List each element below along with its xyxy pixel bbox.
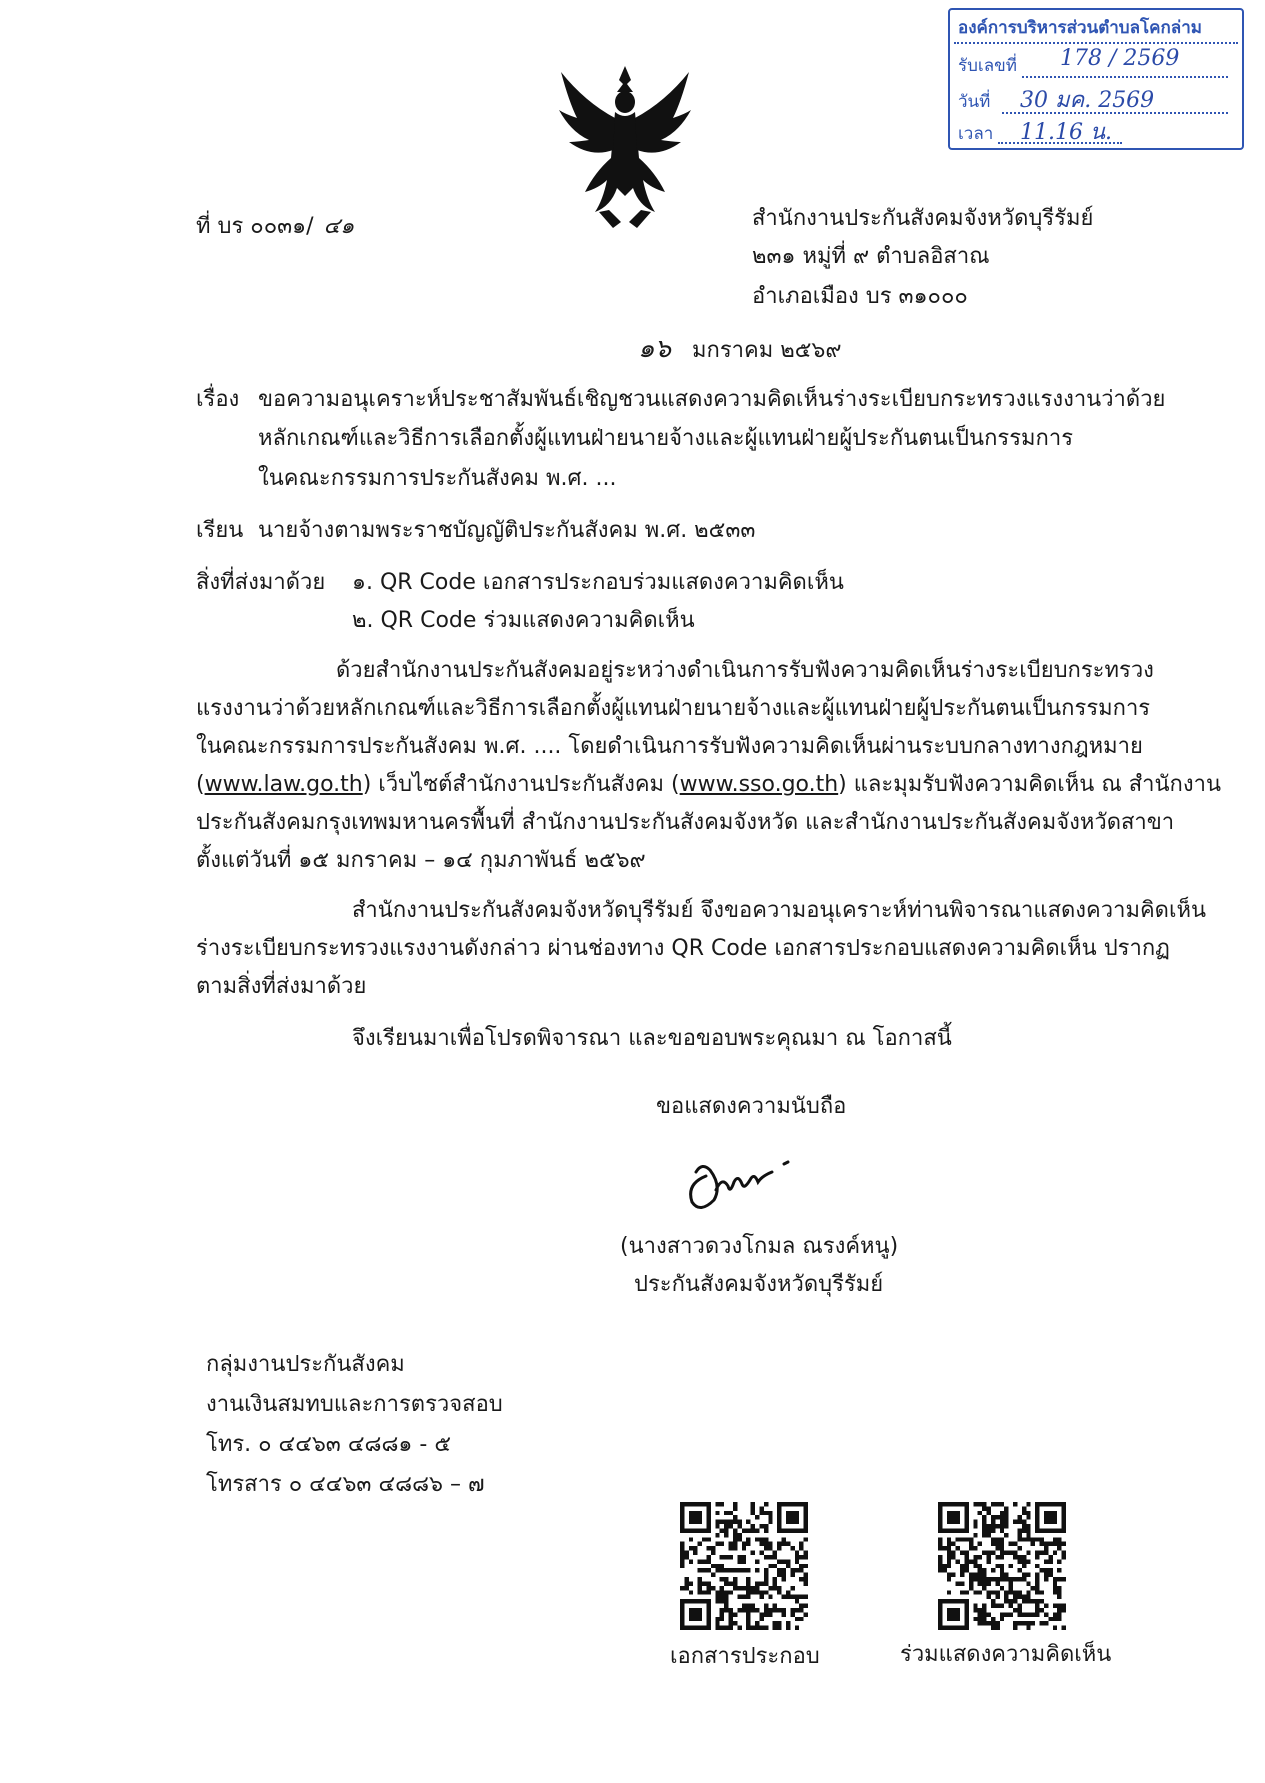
body-p1-line3: ในคณะกรรมการประกันสังคม พ.ศ. .... โดยดำเนินการรับฟังความคิดเห็นผ่านระบบกลางทางกฎหมาย xyxy=(196,734,1143,759)
body-p1-line5: ประกันสังคมกรุงเทพมหานครพื้นที่ สำนักงานประกันสังคมจังหวัด และสำนักงานประกันสังคมจังหวัดสาขา xyxy=(196,810,1175,835)
body-p1-line1: ด้วยสำนักงานประกันสังคมอยู่ระหว่างดำเนินการรับฟังความคิดเห็นร่างระเบียบกระทรวง xyxy=(336,658,1154,683)
office-address-line1: ๒๓๑ หมู่ที่ ๙ ตำบลอิสาณ xyxy=(752,244,990,269)
signatory-name: (นางสาวดวงโกมล ณรงค์หนู) xyxy=(620,1234,899,1259)
subject-line3: ในคณะกรรมการประกันสังคม พ.ศ. ... xyxy=(258,466,617,491)
to-text: นายจ้างตามพระราชบัญญัติประกันสังคม พ.ศ. ๒๕๓๓ xyxy=(258,518,756,543)
qr-code-document-icon[interactable] xyxy=(680,1502,808,1630)
subject-label: เรื่อง xyxy=(196,387,240,412)
body-p2-line1: สำนักงานประกันสังคมจังหวัดบุรีรัมย์ จึงขอความอนุเคราะห์ท่านพิจารณาแสดงความคิดเห็น xyxy=(352,898,1207,923)
sso-website-link[interactable]: www.sso.go.th xyxy=(679,772,839,797)
contact-department: กลุ่มงานประกันสังคม xyxy=(206,1352,405,1377)
body-p3: จึงเรียนมาเพื่อโปรดพิจารณา และขอขอบพระคุณมา ณ โอกาสนี้ xyxy=(352,1026,952,1051)
qr-right-caption: ร่วมแสดงความคิดเห็น xyxy=(900,1642,1112,1667)
stamp-date-label: วันที่ xyxy=(958,92,991,112)
signatory-position: ประกันสังคมจังหวัดบุรีรัมย์ xyxy=(634,1272,884,1297)
office-address-line2: อำเภอเมือง บร ๓๑๐๐๐ xyxy=(752,284,968,309)
stamp-time-value: 11.16 น. xyxy=(1020,120,1113,145)
stamp-recv-label: รับเลขที่ xyxy=(958,56,1017,76)
stamp-date-value: 30 มค. 2569 xyxy=(1020,88,1155,113)
contact-telephone: โทร. ๐ ๔๔๖๓ ๔๘๘๑ - ๕ xyxy=(206,1432,451,1457)
enclosures-label: สิ่งที่ส่งมาด้วย xyxy=(196,570,326,595)
stamp-time-label: เวลา xyxy=(958,124,994,144)
stamp-recv-value: 178 / 2569 xyxy=(1060,46,1180,71)
body-p1-line6: ตั้งแต่วันที่ ๑๕ มกราคม – ๑๔ กุมภาพันธ์ ๒๕๖๙ xyxy=(196,848,646,873)
stamp-org: องค์การบริหารส่วนตำบลโคกล่าม xyxy=(958,18,1202,38)
closing-regards: ขอแสดงความนับถือ xyxy=(656,1094,847,1119)
enclosure-item-1: ๑. QR Code เอกสารประกอบร่วมแสดงความคิดเห็น xyxy=(352,570,844,595)
qr-left-caption: เอกสารประกอบ xyxy=(670,1644,820,1669)
contact-fax: โทรสาร ๐ ๔๔๖๓ ๔๘๘๖ – ๗ xyxy=(206,1472,485,1497)
law-website-link[interactable]: www.law.go.th xyxy=(204,772,363,797)
body-p1-line4: (www.law.go.th) เว็บไซต์สำนักงานประกันสังคม (www.sso.go.th) และมุมรับฟังความคิดเห็น ณ สำนักงาน xyxy=(196,772,1221,797)
contact-unit: งานเงินสมทบและการตรวจสอบ xyxy=(206,1392,503,1417)
subject-line1: ขอความอนุเคราะห์ประชาสัมพันธ์เชิญชวนแสดงความคิดเห็นร่างระเบียบกระทรวงแรงงานว่าด้วย xyxy=(258,387,1166,412)
signature-icon xyxy=(680,1146,810,1216)
subject-line2: หลักเกณฑ์และวิธีการเลือกตั้งผู้แทนฝ่ายนายจ้างและผู้แทนฝ่ายผู้ประกันตนเป็นกรรมการ xyxy=(258,426,1074,451)
body-p1-line2: แรงงานว่าด้วยหลักเกณฑ์และวิธีการเลือกตั้งผู้แทนฝ่ายนายจ้างและผู้แทนฝ่ายผู้ประกันตนเป็นกรรมการ xyxy=(196,696,1151,721)
to-label: เรียน xyxy=(196,518,244,543)
garuda-emblem-icon xyxy=(555,62,695,232)
receipt-stamp xyxy=(948,8,1244,150)
letter-date: ๑๖ มกราคม ๒๕๖๙ xyxy=(638,334,842,364)
reference-number: ที่ บร ๐๐๓๑/ ๔๑ xyxy=(196,214,355,239)
body-p2-line2: ร่างระเบียบกระทรวงแรงงานดังกล่าว ผ่านช่องทาง QR Code เอกสารประกอบแสดงความคิดเห็น ปรากฏ xyxy=(196,936,1170,961)
qr-code-feedback-icon[interactable] xyxy=(938,1502,1066,1630)
enclosure-item-2: ๒. QR Code ร่วมแสดงความคิดเห็น xyxy=(352,608,695,633)
office-name: สำนักงานประกันสังคมจังหวัดบุรีรัมย์ xyxy=(752,206,1094,231)
body-p2-line3: ตามสิ่งที่ส่งมาด้วย xyxy=(196,974,367,999)
